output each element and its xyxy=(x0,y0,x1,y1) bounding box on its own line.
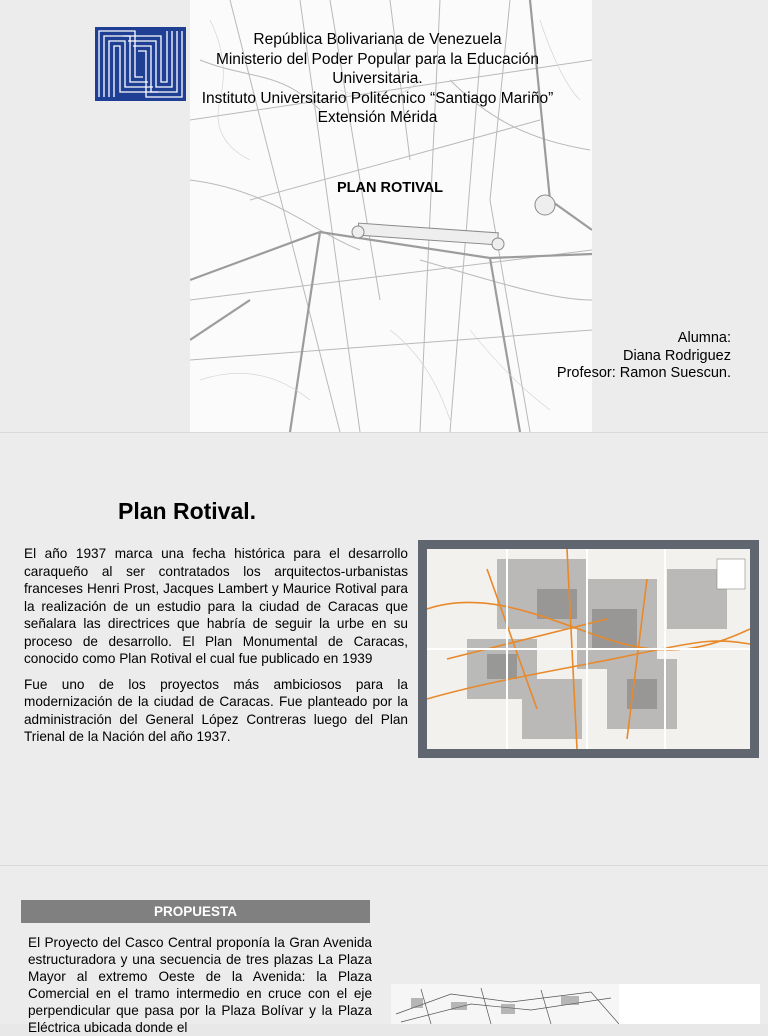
institution-header xyxy=(180,30,575,128)
avenue-sketch-image xyxy=(391,984,760,1024)
slide-title: Plan Rotival. xyxy=(118,498,257,524)
body-paragraph: El Proyecto del Casco Central proponía la Gran Avenida estructuradora y una secuencia de tres plazas La Plaza Mayor al extremo Oeste de la Avenida: la Plaza Comercial en el tramo intermedio en cruce con el eje perpendicular que pasa por la Plaza Bolívar y la Plaza Eléctrica ubicada donde el xyxy=(28,935,372,1035)
slide-body xyxy=(24,545,408,754)
student-label: Alumna: xyxy=(677,330,731,346)
body-paragraph: El año 1937 marca una fecha histórica para el desarrollo caraqueño al ser contratados los arquitectos-urbanistas franceses Henri Prost, Jacques Lambert y Maurice Rotival para la realización de un estudio para la ciudad de Caracas que señalara las directrices que habría de seguir la urbe en su proceso de desarrollo. El Plan Monumental de Caracas, conocido como Plan Rotival el cual fue publicado en 1939 xyxy=(24,546,408,666)
plan-map-drawing xyxy=(427,549,750,749)
header-line: Ministerio del Poder Popular para la Educación xyxy=(215,50,540,68)
header-line: Instituto Universitario Politécnico “Santiago Mariño” xyxy=(201,89,554,107)
professor-line: Profesor: Ramon Suescun. xyxy=(556,365,731,381)
header-line: Extensión Mérida xyxy=(317,109,438,126)
header-line: República Bolivariana de Venezuela xyxy=(253,31,502,48)
institute-logo-icon xyxy=(95,27,186,101)
slide-body xyxy=(28,934,372,1036)
student-name: Diana Rodriguez xyxy=(622,347,731,364)
presentation-title: PLAN ROTIVAL xyxy=(336,180,444,196)
header-line: Universitaria. xyxy=(332,70,423,87)
credits-block xyxy=(557,330,731,383)
section-label: PROPUESTA xyxy=(21,900,370,923)
title-slide xyxy=(0,0,768,432)
body-paragraph: Fue uno de los proyectos más ambiciosos para la modernización de la ciudad de Caracas. Fue planteado por la administración del General López Contreras luego del Plan Trienal de la Nación del año 1937. xyxy=(24,676,408,744)
plan-map-image xyxy=(418,540,759,758)
